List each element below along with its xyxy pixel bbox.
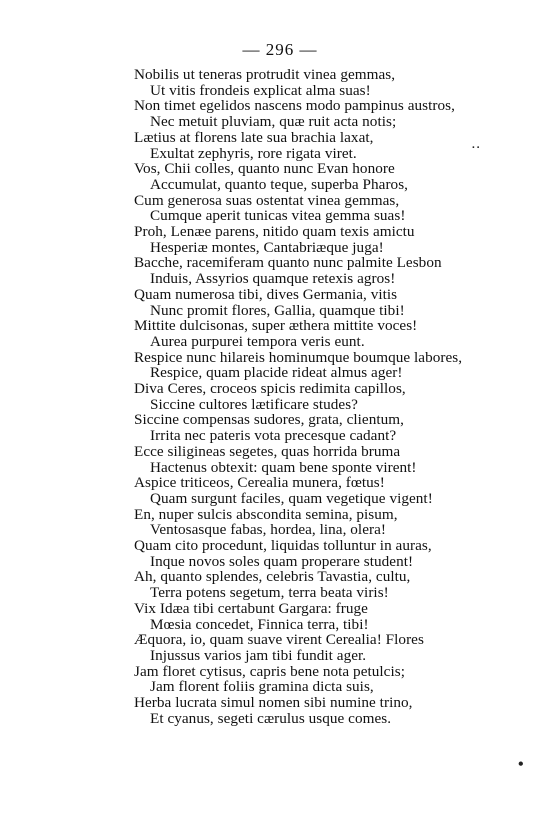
poem-line-indented: Nec metuit pluviam, quæ ruit acta notis; [150, 113, 397, 131]
poem-line: Non timet egelidos nascens modo pampinus austros, [134, 97, 455, 115]
poem-line: Proh, Lenæe parens, nitido quam texis amictu [134, 223, 415, 240]
poem-line: Bacche, racemiferam quanto nunc palmite Lesbon [134, 254, 442, 272]
poem-line-indented: Aurea purpurei tempora veris eunt. [150, 332, 365, 350]
poem-line: Nobilis ut teneras protrudit vinea gemmas, [134, 66, 396, 83]
poem-line-indented: Et cyanus, segeti cærulus usque comes. [150, 709, 392, 727]
poem-line-indented: Accumulat, quanto teque, superba Pharos, [150, 175, 409, 193]
poem-line-indented: Injussus varios jam tibi fundit ager. [150, 646, 367, 664]
page-number: — 296 — [242, 40, 318, 59]
poem-line-indented: Terra potens segetum, terra beata viris! [150, 584, 389, 602]
poem-line: Respice nunc hilareis hominumque boumque labores, [134, 348, 463, 366]
poem-line: Jam floret cytisus, capris bene nota petulcis; [134, 662, 405, 680]
poem-line: Herba lucrata simul nomen sibi numine trino, [134, 694, 413, 711]
print-speck-mark: ⋅⋅ [471, 141, 481, 156]
poem-line-indented: Ventosasque fabas, hordea, lina, olera! [150, 521, 386, 539]
poem-line-indented: Respice, quam placide rideat almus ager! [150, 364, 403, 382]
poem-line: En, nuper sulcis abscondita semina, pisum, [134, 505, 398, 523]
poem-line-indented: Mœsia concedet, Finnica terra, tibi! [150, 615, 369, 633]
poem-line: Mittite dulcisonas, super æthera mittite voces! [134, 317, 418, 335]
poem-line: Vos, Chii colles, quanto nunc Evan honore [134, 160, 395, 178]
poem-line-indented: Inque novos soles quam properare student! [150, 552, 414, 570]
poem-line: Æquora, io, quam suave virent Cerealia! Flores [134, 631, 424, 649]
poem-line-indented: Induis, Assyrios quamque retexis agros! [150, 270, 396, 288]
poem-line-indented: Hesperiæ montes, Cantabriæque juga! [150, 238, 384, 256]
poem-line: Quam numerosa tibi, dives Germania, vitis [134, 285, 398, 303]
poem-line-indented: Irrita nec pateris vota precesque cadant? [150, 427, 397, 445]
poem-line-indented: Ut vitis frondeis explicat alma suas! [150, 81, 371, 99]
poem-line-indented: Hactenus obtexit: quam bene sponte virent! [150, 458, 417, 476]
poem-line: Vix Idæa tibi certabunt Gargara: fruge [134, 599, 368, 617]
poem-line: Siccine compensas sudores, grata, clientum, [134, 411, 404, 429]
poem-line-indented: Exultat zephyris, rore rigata viret. [150, 144, 357, 162]
poem-line: Lætius at florens late sua brachia laxat, [134, 128, 374, 146]
poem-line: Ah, quanto splendes, celebris Tavastia, cultu, [134, 568, 411, 586]
poem-line-indented: Quam surgunt faciles, quam vegetique vigent! [150, 489, 433, 507]
poem-line: Ecce siligineas segetes, quas horrida bruma [134, 442, 401, 460]
poem-line-indented: Jam florent foliis gramina dicta suis, [150, 678, 374, 696]
poem-line-indented: Nunc promit flores, Gallia, quamque tibi! [150, 301, 405, 319]
poem-line: Quam cito procedunt, liquidas tolluntur in auras, [134, 537, 432, 554]
poem-line-indented: Cumque aperit tunicas vitea gemma suas! [150, 207, 406, 225]
ink-blot-mark: • [518, 756, 524, 773]
poem-line-indented: Siccine cultores lætificare studes? [150, 395, 358, 413]
poem-line: Aspice triticeos, Cerealia munera, fœtus! [134, 474, 385, 492]
poem-line: Diva Ceres, croceos spicis redimita capillos, [134, 380, 406, 397]
poem-line: Cum generosa suas ostentat vinea gemmas, [134, 191, 400, 209]
